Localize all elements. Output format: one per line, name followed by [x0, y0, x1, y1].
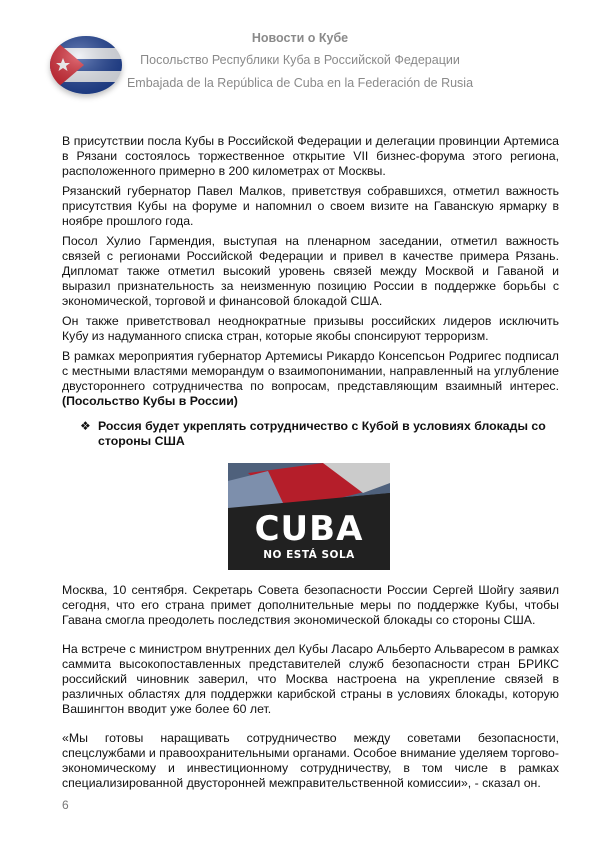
page-header — [0, 0, 600, 110]
article-2-headline-text: Россия будет укреплять сотрудничество с Кубой в условиях блокады со стороны США — [98, 419, 546, 448]
article-1-paragraph-2: Рязанский губернатор Павел Малков, приветствуя собравшихся, отметил важность присутствия Кубы на форуме и напомнил о своем визите на Гаванскую ярмарку в ноябре прошлого года. — [62, 184, 559, 228]
article-2-headline — [80, 419, 560, 449]
article-1-paragraph-5 — [62, 349, 559, 409]
article-1-paragraph-1: В присутствии посла Кубы в Российской Федерации и делегации провинции Артемиса в Рязани состоялось торжественное открытие VII бизнес-форума этого региона, расположенного примерно в 200 километрах от Москвы. — [62, 134, 559, 178]
diamond-bullet-icon: ❖ — [80, 419, 91, 433]
article-1-paragraph-3: Посол Хулио Гармендия, выступая на пленарном заседании, отметил важность связей с регионами Российской Федерации и привел в качестве примера Рязань. Дипломат также отметил высокий уровень связей между Москвой и Гаваной и выразил признательность за неизменную позицию России в поддержке борьбы с экономической, торговой и финансовой блокадой США. — [62, 234, 559, 308]
banner-title: CUBA — [254, 509, 364, 549]
header-embassy-ru: Посольство Республики Куба в Российской Федерации — [140, 53, 460, 67]
banner-subtitle: NO ESTÁ SOLA — [263, 549, 355, 561]
header-embassy-es: Embajada de la República de Cuba en la Federación de Rusia — [126, 76, 474, 90]
header-title: Новости о Кубе — [251, 31, 349, 45]
article-2-paragraph-1: Москва, 10 сентября. Секретарь Совета безопасности России Сергей Шойгу заявил сегодня, что его страна примет дополнительные меры по поддержке Кубы, чтобы Гавана смогла преодолеть последствия экономической блокады со стороны США. — [62, 583, 559, 627]
cuba-no-esta-sola-banner — [228, 463, 390, 570]
article-2-paragraph-2: На встрече с министром внутренних дел Кубы Ласаро Альберто Альваресом в рамках саммита высокопоставленных представителей служб безопасности стран БРИКС российский чиновник заверил, что Москва настроена на укрепление связей в различных областях для поддержки карибской страны в условиях блокады, которую Вашингтон вводит уже более 60 лет. — [62, 642, 559, 716]
article-1-paragraph-4: Он также приветствовал неоднократные призывы российских лидеров исключить Кубу из надуманного списка стран, которые якобы спонсируют терроризм. — [62, 314, 559, 343]
page-number: 6 — [62, 798, 69, 812]
article-1-paragraph-5-text: В рамках мероприятия губернатор Артемисы Рикардо Консепсьон Родригес подписал с местными властями меморандум о взаимопонимании, направленный на углубление двустороннего сотрудничества по вопросам, представляющим взаимный интерес. — [62, 349, 559, 393]
article-1-source: (Посольство Кубы в России) — [62, 394, 238, 408]
article-2-body — [62, 583, 559, 796]
article-1 — [62, 134, 559, 414]
article-2-paragraph-3: «Мы готовы наращивать сотрудничество между советами безопасности, спецслужбами и правоохранительными органами. Особое внимание уделяем торгово-экономическому и инвестиционному сотрудничеству, в том числе в рамках специализированной двусторонней межправительственной комиссии», - сказал он. — [62, 731, 559, 790]
